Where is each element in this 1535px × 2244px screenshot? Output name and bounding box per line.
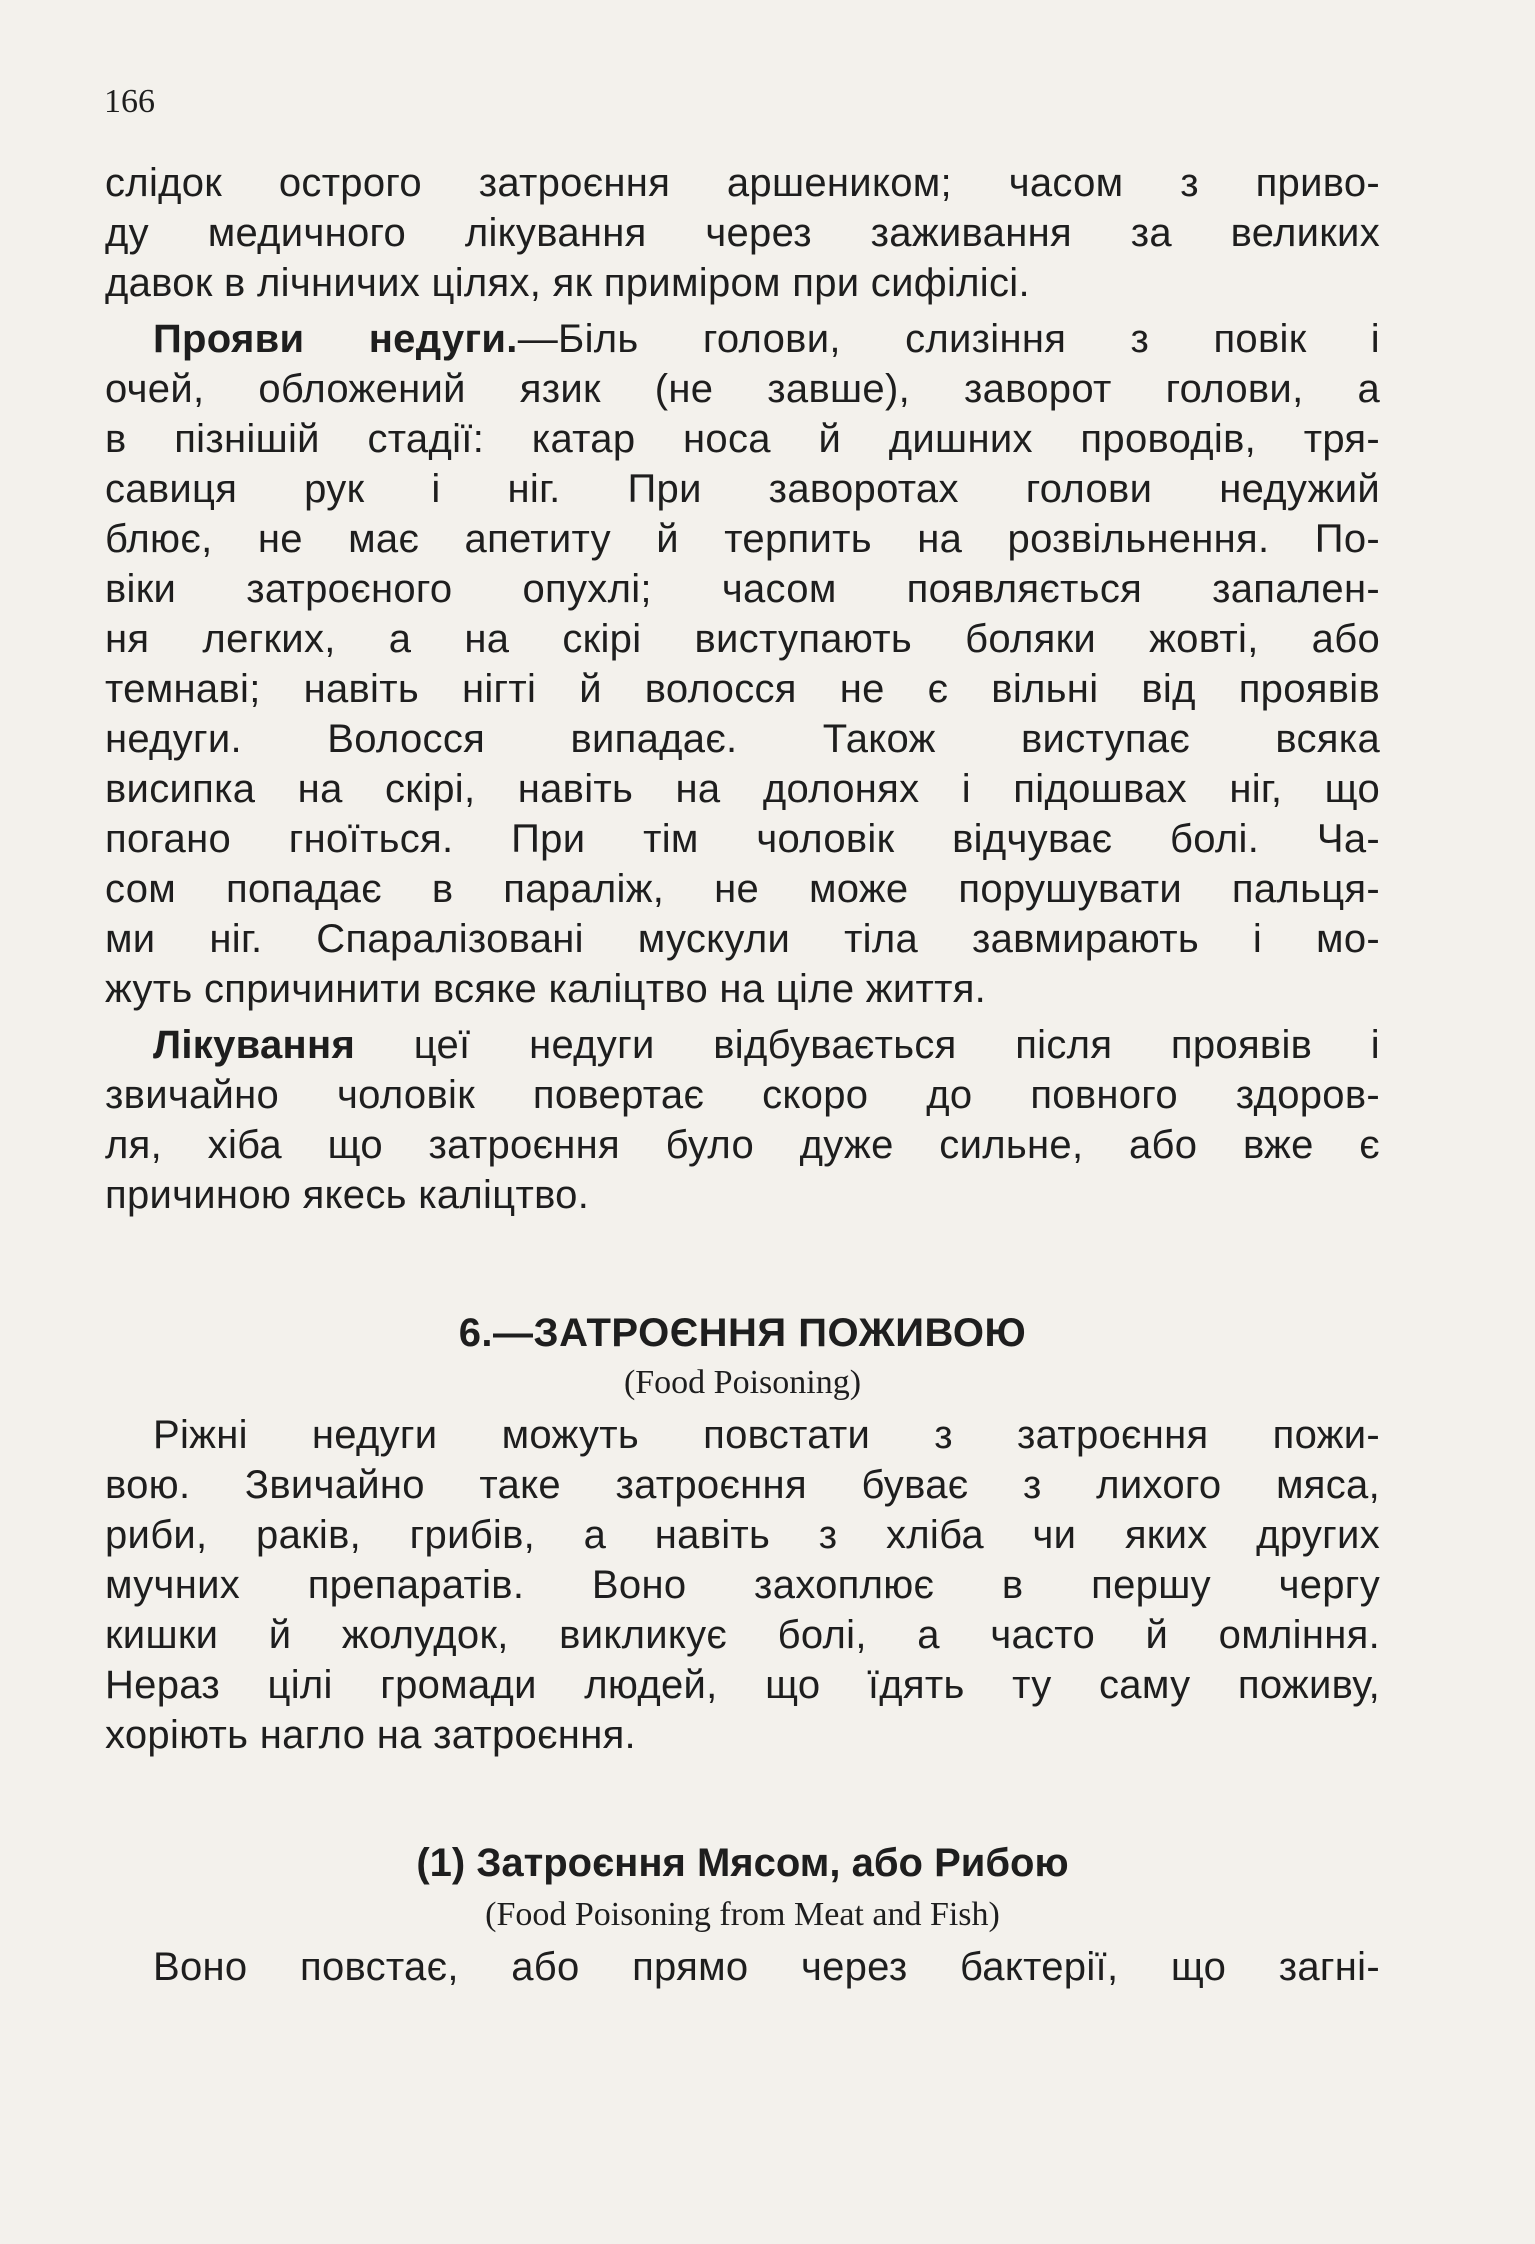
text-line: хоріють нагло на затроєння. bbox=[105, 1713, 636, 1757]
text-line: ня легких, а на скірі виступають боляки жовті, або bbox=[105, 617, 1380, 661]
text-line: висипка на скірі, навіть на долонях і підошвах ніг, що bbox=[105, 767, 1380, 811]
text-line: давок в лічничих цілях, як приміром при сифілісі. bbox=[105, 261, 1030, 305]
subsection-heading: (1) Затроєння Мясом, або Рибою bbox=[416, 1841, 1069, 1885]
text-line: риби, раків, грибів, а навіть з хліба чи яких других bbox=[105, 1513, 1380, 1557]
text-line bbox=[105, 314, 1380, 364]
paragraph-food-poisoning bbox=[105, 1410, 1380, 1760]
text-line: причиною якесь каліцтво. bbox=[105, 1173, 590, 1217]
text-line bbox=[105, 1020, 1380, 1070]
text-line: слідок острого затроєння аршеником; часом з приво- bbox=[105, 161, 1380, 205]
text-line: савиця рук і ніг. При заворотах голови недужий bbox=[105, 467, 1380, 511]
text-line: темнаві; навіть нігті й волосся не є вільні від проявів bbox=[105, 667, 1380, 711]
text-line: віки затроєного опухлі; часом появляється запален- bbox=[105, 567, 1380, 611]
symptoms-lead: Прояви недуги. bbox=[153, 317, 518, 361]
text-line: кишки й жолудок, викликує болі, а часто й омління. bbox=[105, 1613, 1380, 1657]
text-line: мучних препаратів. Воно захоплює в першу чергу bbox=[105, 1563, 1380, 1607]
text-column bbox=[105, 158, 1380, 1992]
symptoms-first-line: —Біль голови, слизіння з повік і bbox=[517, 317, 1380, 361]
text-line: недуги. Волосся випадає. Також виступає всяка bbox=[105, 717, 1380, 761]
text-line: очей, обложений язик (не завше), заворот голови, а bbox=[105, 367, 1380, 411]
text-line: ду медичного лікування через заживання за великих bbox=[105, 211, 1380, 255]
text-line: ля, хіба що затроєння було дуже сильне, або вже є bbox=[105, 1123, 1380, 1167]
text-line: ми ніг. Спаралізовані мускули тіла завмирають і мо- bbox=[105, 917, 1380, 961]
subsection-subtitle: (Food Poisoning from Meat and Fish) bbox=[485, 1896, 1000, 1933]
paragraph-intro bbox=[105, 158, 1380, 308]
text-line: сом попадає в параліж, не може порушувати пальця- bbox=[105, 867, 1380, 911]
text-line: в пізнішій стадії: катар носа й дишних проводів, тря- bbox=[105, 417, 1380, 461]
paragraph-meat-fish bbox=[105, 1942, 1380, 1992]
text-line: вою. Звичайно таке затроєння буває з лихого мяса, bbox=[105, 1463, 1380, 1507]
section-subtitle: (Food Poisoning) bbox=[623, 1364, 862, 1401]
section-heading: 6.—ЗАТРОЄННЯ ПОЖИВОЮ bbox=[458, 1311, 1027, 1355]
text-line: Ріжні недуги можуть повстати з затроєння пожи- bbox=[153, 1413, 1380, 1457]
treatment-lead: Лікування bbox=[153, 1023, 356, 1067]
text-line: жуть спричинити всяке каліцтво на ціле життя. bbox=[105, 967, 987, 1011]
page-number: 166 bbox=[104, 83, 155, 120]
treatment-first-line: цеї недуги відбувається після проявів і bbox=[355, 1023, 1380, 1067]
paragraph-treatment bbox=[105, 1020, 1380, 1220]
text-line: Нераз цілі громади людей, що їдять ту саму поживу, bbox=[105, 1663, 1380, 1707]
text-line: блює, не має апетиту й терпить на розвільнення. По- bbox=[105, 517, 1380, 561]
text-line: звичайно чоловік повертає скоро до повного здоров- bbox=[105, 1073, 1380, 1117]
text-line: Воно повстає, або прямо через бактерії, що загні- bbox=[153, 1945, 1380, 1989]
text-line: погано гноїться. При тім чоловік відчуває болі. Ча- bbox=[105, 817, 1380, 861]
paragraph-symptoms bbox=[105, 314, 1380, 1014]
